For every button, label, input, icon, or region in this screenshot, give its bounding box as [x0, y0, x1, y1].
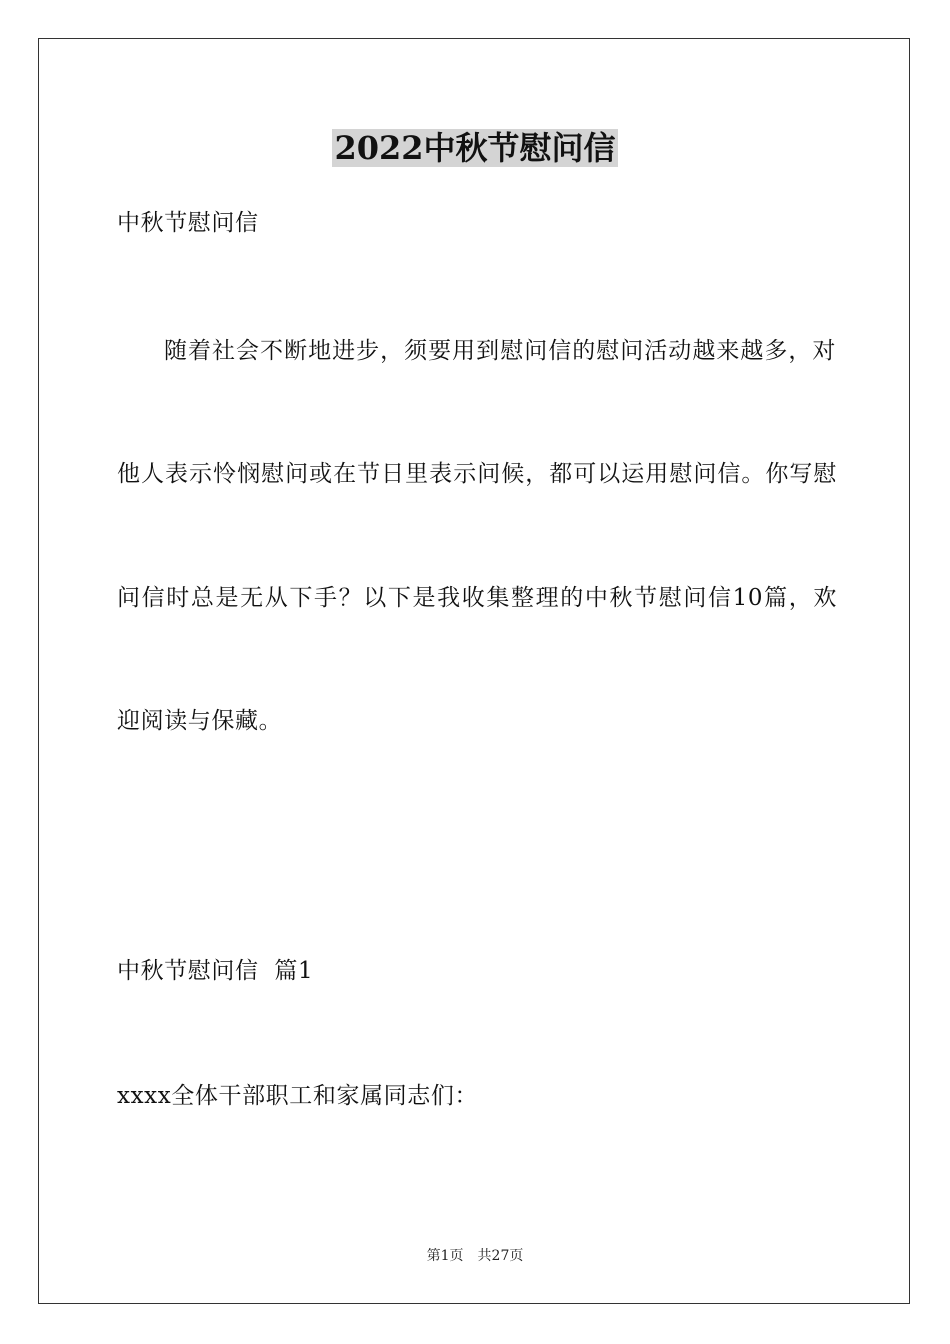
intro-line-1: 随着社会不断地进步，须要用到慰问信的慰问活动越来越多，对 [164, 338, 836, 364]
document-title: 2022中秋节慰问信 [334, 129, 616, 167]
intro-line-2: 他人表示怜悯慰问或在节日里表示问候，都可以运用慰问信。你写慰 [117, 461, 837, 487]
page-footer [0, 1246, 950, 1266]
intro-line-3: 问信时总是无从下手？以下是我收集整理的中秋节慰问信10篇，欢 [117, 585, 837, 611]
page-total: 共27页 [477, 1248, 524, 1264]
section-heading: 中秋节慰问信 篇1 [117, 958, 314, 984]
page-number: 第1页 [426, 1248, 464, 1264]
document-subtitle: 中秋节慰问信 [117, 210, 259, 236]
intro-line-4: 迎阅读与保藏。 [117, 708, 283, 734]
salutation: xxxx全体干部职工和家属同志们： [117, 1083, 479, 1109]
